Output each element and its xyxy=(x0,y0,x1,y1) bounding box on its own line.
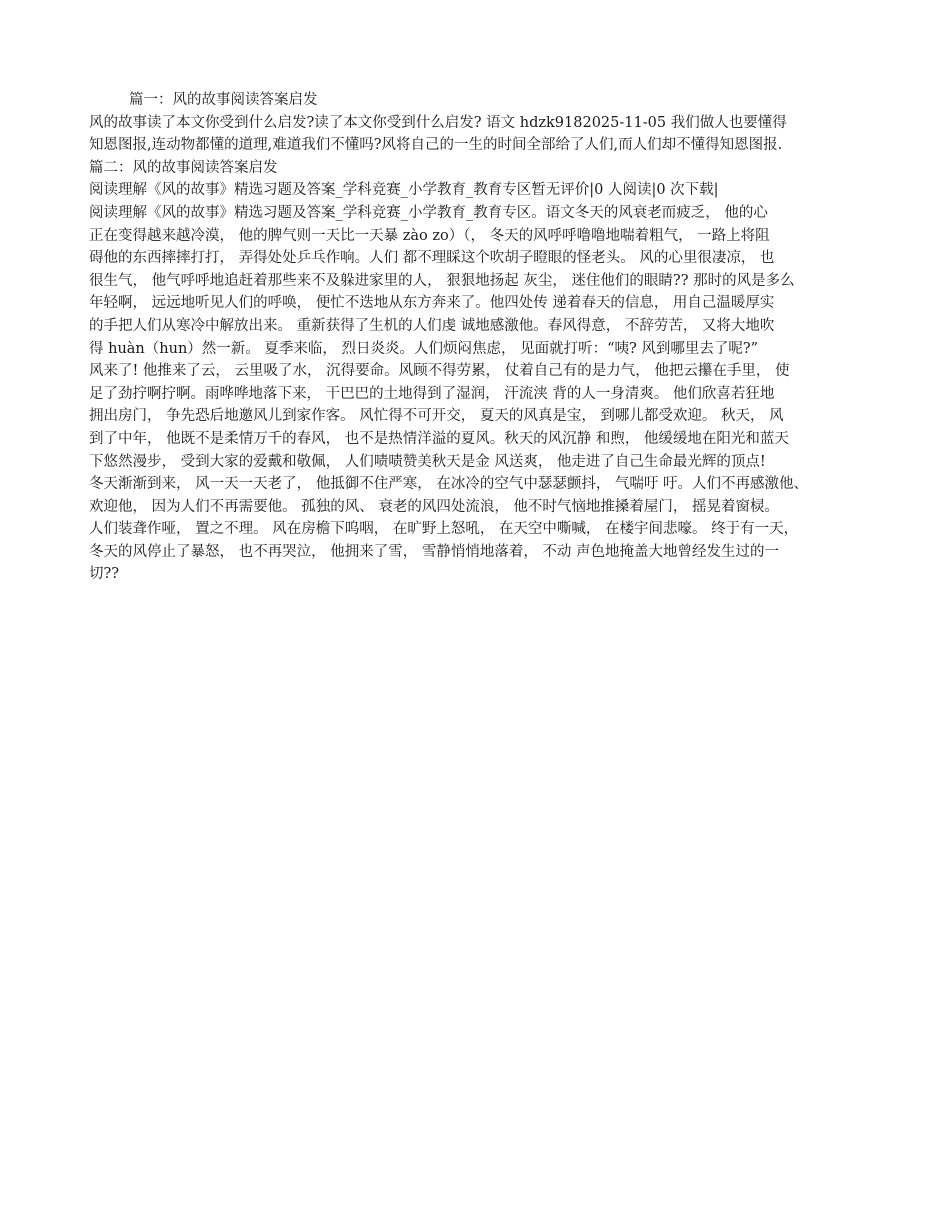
paragraph-line: 的手把人们从寒冷中解放出来。 重新获得了生机的人们虔 诚地感激他。春风得意， 不辞劳苦， 又将大地吹 xyxy=(89,317,775,334)
paragraph-line: 阅读理解《风的故事》精选习题及答案_学科竞赛_小学教育_教育专区。语文冬天的风衰老而疲乏， 他的心 xyxy=(89,204,768,221)
paragraph-line: 下悠然漫步， 受到大家的爱戴和敬佩， 人们啧啧赞美秋天是金 风送爽， 他走进了自己生命最光辉的顶点! xyxy=(89,453,766,470)
paragraph-line: 人们装聋作哑， 置之不理。 风在房檐下呜咽， 在旷野上怒吼， 在天空中嘶喊， 在楼宇间悲嚎。 终于有一天， xyxy=(89,521,799,538)
document-page xyxy=(89,89,867,586)
paragraph-line: 切?? xyxy=(89,566,120,583)
paragraph-line: 到了中年， 他既不是柔情万千的春风， 也不是热情洋溢的夏风。秋天的风沉静 和煦， 他缓缓地在阳光和蓝天 xyxy=(89,430,789,447)
paragraph-line: 阅读理解《风的故事》精选习题及答案_学科竞赛_小学教育_教育专区暂无评价|0 人阅读|0 次下载| xyxy=(89,182,719,199)
paragraph-line: 足了劲拧啊拧啊。雨哗哗地落下来， 干巴巴的土地得到了湿润， 汗流浃 背的人一身清爽。 他们欣喜若狂地 xyxy=(89,385,775,402)
paragraph-line: 正在变得越来越冷漠， 他的脾气则一天比一天暴 zào zo）（， 冬天的风呼呼噜噜地喘着粗气， 一路上将阻 xyxy=(89,227,770,244)
paragraph-line: 碍他的东西摔摔打打， 弄得处处乒乓作响。人们 都不理睬这个吹胡子瞪眼的怪老头。 风的心里很凄凉， 也 xyxy=(89,250,775,267)
section-two-heading: 篇二：风的故事阅读答案启发 xyxy=(89,159,278,176)
paragraph-line: 冬天的风停止了暴怒， 也不再哭泣， 他拥来了雪， 雪静悄悄地落着， 不动 声色地掩盖大地曾经发生过的一 xyxy=(89,543,780,560)
paragraph-line: 知恩图报,连动物都懂的道理,难道我们不懂吗?风将自己的一生的时间全部给了人们,而人们却不懂得知恩图报. xyxy=(89,137,783,154)
paragraph-line: 风的故事读了本文你受到什么启发?读了本文你受到什么启发? 语文 hdzk9182025-11-05 我们做人也要懂得 xyxy=(89,114,787,131)
paragraph-line: 欢迎他， 因为人们不再需要他。 孤独的风、 衰老的风四处流浪， 他不时气恼地推搡着屋门， 摇晃着窗棂。 xyxy=(89,498,780,515)
paragraph-line: 拥出房门， 争先恐后地邀风儿到家作客。 风忙得不可开交， 夏天的风真是宝， 到哪儿都受欢迎。 秋天， 风 xyxy=(89,408,784,425)
paragraph-line: 风来了! 他推来了云， 云里吸了水， 沉得要命。风顾不得劳累， 仗着自己有的是力气， 他把云攥在手里， 使 xyxy=(89,363,790,380)
paragraph-line: 年轻啊， 远远地听见人们的呼唤， 便忙不迭地从东方奔来了。他四处传 递着春天的信息， 用自己温暖厚实 xyxy=(89,295,775,312)
section-one-heading: 篇一：风的故事阅读答案启发 xyxy=(129,92,318,108)
paragraph-line: 得 huàn（hun）然一新。 夏季来临， 烈日炎炎。人们烦闷焦虑， 见面就打听：“咦? 风到哪里去了呢?” xyxy=(89,340,759,357)
paragraph-line: 很生气， 他气呼呼地追赶着那些来不及躲进家里的人， 狠狠地扬起 灰尘， 迷住他们的眼睛?? 那时的风是多么 xyxy=(89,272,795,289)
paragraph-line: 冬天渐渐到来， 风一天一天老了， 他抵御不住严寒， 在冰冷的空气中瑟瑟颤抖， 气喘吁 吁。人们不再感激他、 xyxy=(89,476,809,493)
